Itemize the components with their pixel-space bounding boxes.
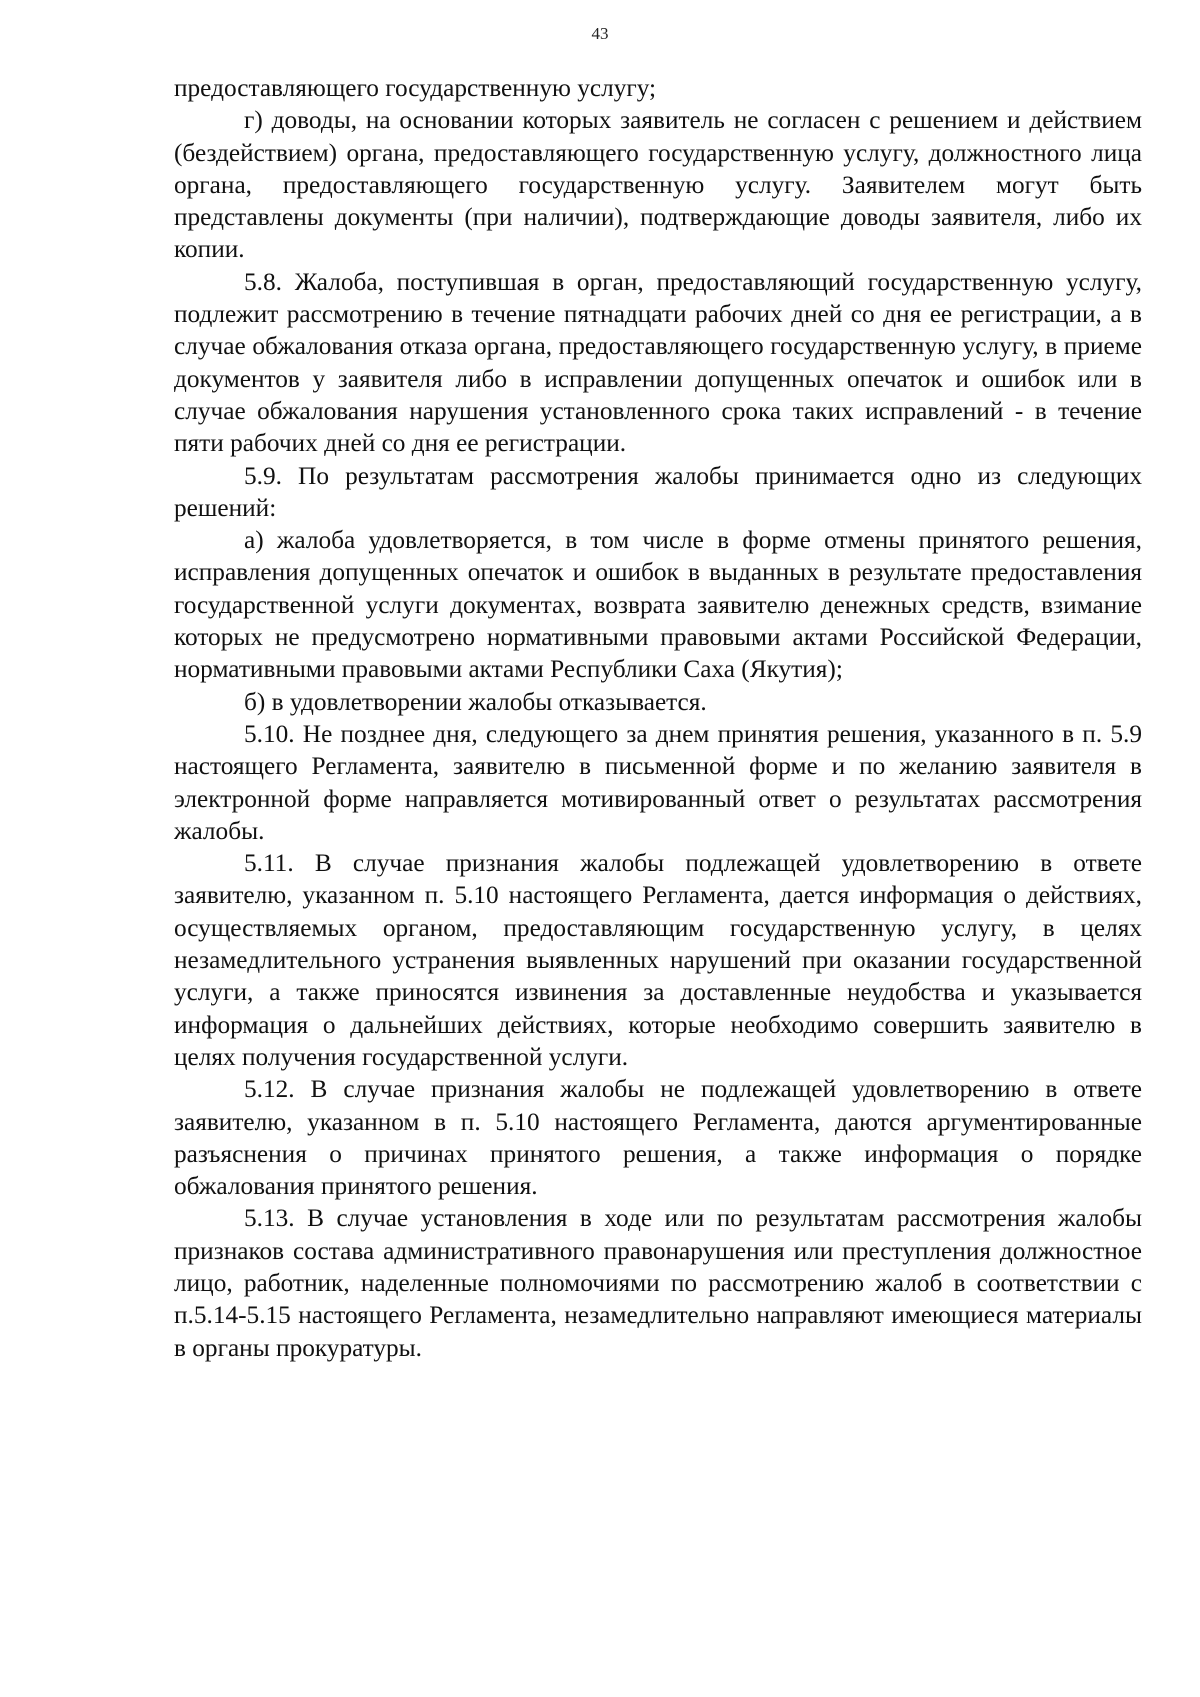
paragraph-clause-5-13: 5.13. В случае установления в ходе или по результатам рассмотрения жалобы признаков состава административного правонарушения или преступления должностное лицо, работник, наделенные полномочиями по рассмотрению жалоб в соответствии с п.5.14-5.15 настоящего Регламента, незамедлительно направляют имеющиеся материалы в органы прокуратуры. [174, 1204, 1142, 1362]
paragraph-item-a: а) жалоба удовлетворяется, в том числе в форме отмены принятого решения, исправления допущенных опечаток и ошибок в выданных в результате предоставления государственной услуги документах, возврата заявителю денежных средств, взимание которых не предусмотрено нормативными правовыми актами Российской Федерации, нормативными правовыми актами Республики Саха (Якутия); [174, 526, 1142, 684]
paragraph-clause-5-9: 5.9. По результатам рассмотрения жалобы принимается одно из следующих решений: [174, 461, 1142, 522]
paragraph-clause-5-8: 5.8. Жалоба, поступившая в орган, предоставляющий государственную услугу, подлежит рассмотрению в течение пятнадцати рабочих дней со дня ее регистрации, а в случае обжалования отказа органа, предоставляющего государственную услугу, в приеме документов у заявителя либо в исправлении допущенных опечаток и ошибок или в случае обжалования нарушения установленного срока таких исправлений - в течение пяти рабочих дней со дня ее регистрации. [174, 267, 1142, 458]
paragraph-clause-5-10: 5.10. Не позднее дня, следующего за днем принятия решения, указанного в п. 5.9 настоящего Регламента, заявителю в письменной форме и по желанию заявителя в электронной форме направляется мотивированный ответ о результатах рассмотрения жалобы. [174, 719, 1142, 845]
page-number: 43 [591, 24, 609, 43]
document-body [174, 72, 1142, 1364]
paragraph-clause-5-11: 5.11. В случае признания жалобы подлежащей удовлетворению в ответе заявителю, указанном п. 5.10 настоящего Регламента, дается информация о действиях, осуществляемых органом, предоставляющим государственную услугу, в целях незамедлительного устранения выявленных нарушений при оказании государственной услуги, а также приносятся извинения за доставленные неудобства и указывается информация о дальнейших действиях, которые необходимо совершить заявителю в целях получения государственной услуги. [174, 849, 1142, 1071]
paragraph-clause-5-12: 5.12. В случае признания жалобы не подлежащей удовлетворению в ответе заявителю, указанном в п. 5.10 настоящего Регламента, даются аргументированные разъяснения о причинах принятого решения, а также информация о порядке обжалования принятого решения. [174, 1075, 1142, 1201]
paragraph-continuation: предоставляющего государственную услугу; [174, 74, 657, 102]
paragraph-item-g: г) доводы, на основании которых заявитель не согласен с решением и действием (бездействием) органа, предоставляющего государственную услугу, должностного лица органа, предоставляющего государственную услугу. Заявителем могут быть представлены документы (при наличии), подтверждающие доводы заявителя, либо их копии. [174, 106, 1142, 264]
paragraph-item-b: б) в удовлетворении жалобы отказывается. [244, 687, 707, 716]
